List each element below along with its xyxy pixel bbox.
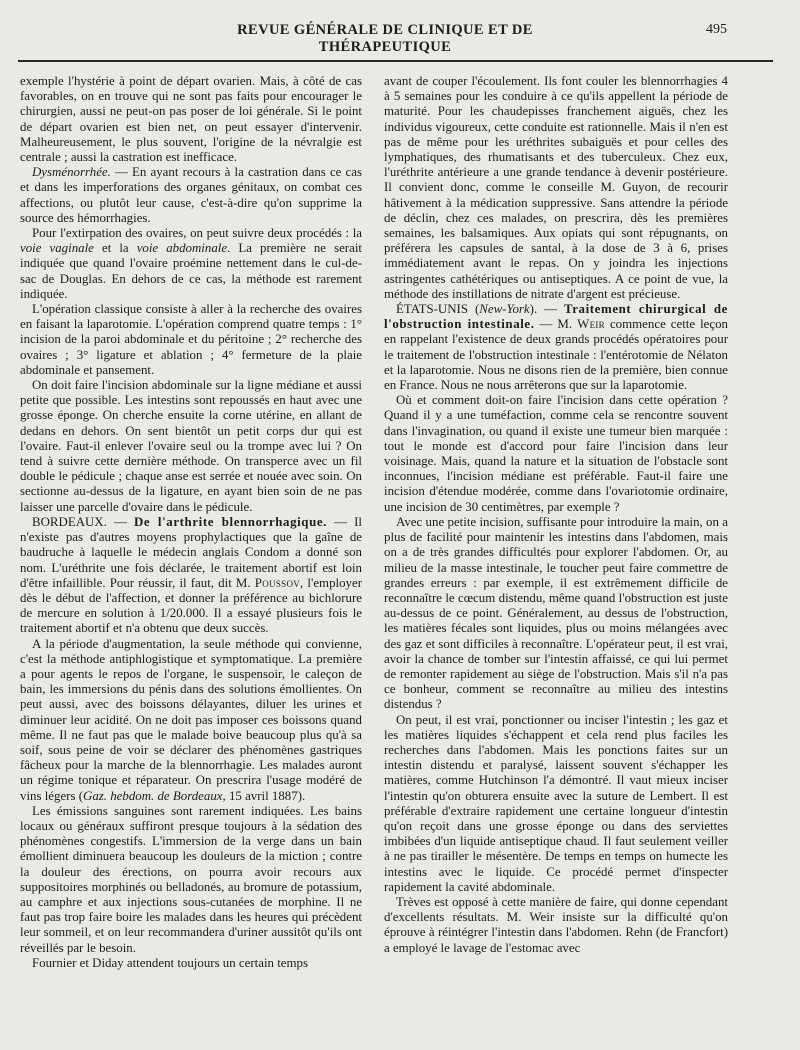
paragraph <box>384 302 728 393</box>
paragraph-text: A la période d'augmentation, la seule méthode qui convienne, c'est la méthode antiphlogistique et symptomatique. La première a pour agents le repos de l'organe, le suspensoir, le caleçon de bain, les immersions du pénis dans des solutions émollientes. On peut aussi, avec des boissons délayantes, diluer les urines et diminuer leur acidité. On ne doit pas imposer ces boissons quand même. Il ne faut pas que le malade boive beaucoup plus qu'à sa soif, sous peine de voir se déclarer des phénomènes gastriques fâcheux pour la marche de la blennorrhagie. Les malades auront un régime tonique et réparateur. On prescrira l'usage modéré de vins légers ( <box>20 636 362 803</box>
article-title: De l'arthrite blennorrhagique. <box>133 514 327 529</box>
paragraph-text: Pour l'extirpation des ovaires, on peut suivre deux procédés : la <box>32 226 362 241</box>
paragraph <box>20 515 362 637</box>
left-column <box>20 74 362 1034</box>
paragraph <box>20 226 362 302</box>
header-rule <box>18 60 773 62</box>
paragraph-text: , l'employer dès le début de l'affection, et donner la préférence au bichlorure de mercure en solution à 1/20.000. Il a essayé plusieurs fois le traitement abortif et n'a obtenu que deux succès. <box>20 575 362 636</box>
page-header <box>0 22 800 55</box>
paragraph-text: . La première ne serait indiquée que quand l'ovaire proémine nettement dans le cul-de-sac de Douglas. En dehors de ce cas, la méthode est rarement indiquée. <box>20 241 362 301</box>
paragraph: Trèves est opposé à cette manière de faire, qui donne cependant d'excellents résultats. M. Weir insiste sur la difficulté qu'on éprouve à réintégrer l'intestin dans l'abdomen. Rehn (de Francfort) a employé le lavage de l'estomac avec <box>384 894 728 955</box>
running-title: REVUE GÉNÉRALE DE CLINIQUE ET DE THÉRAPEUTIQUE <box>237 22 533 55</box>
paragraph: exemple l'hystérie à point de départ ovarien. Mais, à côté de cas favorables, on en trouve qui ne sont pas faits pour encourager le chirurgien, aussi ne peut-on pas poser de loi générale. Si le point de départ ovarien est bien net, on peut essayer d'intervenir. Malheureusement, le plus souvent, l'origine de la névralgie est centrale ; aussi la castration est inefficace. <box>20 74 362 165</box>
emphasis-term: voie vaginale <box>20 241 94 256</box>
right-column <box>384 74 728 1034</box>
paragraph-text: , 15 avril 1887). <box>222 788 306 803</box>
author-name: Poussov <box>254 575 301 590</box>
paragraph-text: commence cette leçon en rappelant l'existence de deux grands procédés opératoires pour le traitement de l'obstruction intestinale : l'entérotomie de Nélaton et la laparotomie. Nous ne disons rien de la première, bien connue en France. Nous ne nous arrêterons que sur la laparotomie. <box>384 317 728 393</box>
page-number: 495 <box>706 22 727 37</box>
section-lead: Dysménorrhée. <box>32 165 111 180</box>
paragraph: Les émissions sanguines sont rarement indiquées. Les bains locaux ou généraux suffiront presque toujours à la sédation des phénomènes congestifs. L'immersion de la verge dans un bain émollient diminuera beaucoup les douleurs de la miction ; contre la douleur des érections, on pourra avoir recours aux suppositoires morphinés ou belladonés, au bromure de potassium, au camphre et aux injections sous-cutanées de morphine. Il ne faut pas trop faire boire les malades dans les heures qui précèdent leur sommeil, et on leur recommandera d'uriner aussitôt qu'ils ont réveillés par le besoin. <box>20 803 362 955</box>
article-city: New-York <box>479 302 530 317</box>
paragraph <box>20 637 362 804</box>
article-place: BORDEAUX. <box>32 514 107 529</box>
author-name: Weir <box>577 317 605 332</box>
paragraph: Fournier et Diday attendent toujours un certain temps <box>32 955 309 970</box>
paragraph: Avec une petite incision, suffisante pour introduire la main, on a plus de facilité pour maintenir les intestins dans l'abdomen, mais on a de très grandes difficultés pour explorer l'abdomen. Or, au milieu de la masse intestinale, le toucher peut faire commettre de grandes erreurs : par exemple, il est extrêmement difficile de reconnaître le cœcum distendu, même quand l'obstruction est juste au-dessus de ce point. Généralement, au dessus de l'obstruction, les matières fécales sont liquides, plus ou moins mélangées avec des gaz et sont difficiles à reconnaître. L'opérateur peut, il est vrai, avoir la chance de tomber sur l'intestin affaissé, ce qui lui permet de remonter rapidement au siège de l'obstruction. Mais s'il n'a pas ce bonheur, comment se reconnaître au milieu des intestins distendus ? <box>384 514 728 712</box>
paragraph: On doit faire l'incision abdominale sur la ligne médiane et aussi petite que possible. Les intestins sont repoussés en haut avec une grosse éponge. On cherche ensuite la corne utérine, en allant de dedans en dehors. On sent bientôt un petit corps dur qui est l'ovaire. Faut-il enlever l'ovaire seul ou la trompe avec lui ? On tend à suivre cette dernière méthode. On transperce avec un fil double le pédicule ; chaque anse est serrée et nouée avec soin. On sectionne au-dessus de la ligature, en ayant bien soin de ne pas laisser une parcelle d'ovaire dans le pédicule. <box>20 378 362 514</box>
paragraph: On peut, il est vrai, ponctionner ou inciser l'intestin ; les gaz et les matières liquides s'échappent et cela rend plus faciles les recherches dans l'abdomen. Mais les ponctions faites sur un intestin distendu et paralysé, laissent souvent s'échapper les matières, comme Hutchinson l'a démontré. Il vaut mieux inciser l'intestin qu'on obturera ensuite avec la suture de Lembert. Il est préférable d'extraire rapidement une certaine longueur d'intestin qu'on reçoit dans une grosse éponge ou dans des serviettes imbibées d'un liquide antiseptique chaud. Il faut seulement veiller à ne pas tirailler le mésentère. De temps en temps on humecte les intestins avec le liquide. Ce procédé permet d'inspecter rapidement la cavité abdominale. <box>384 712 728 894</box>
article-dash: — <box>106 514 134 529</box>
article-place: ÉTATS-UNIS ( <box>396 302 480 317</box>
citation-source: Gaz. hebdom. de Bordeaux <box>83 788 223 803</box>
paragraph: L'opération classique consiste à aller à la recherche des ovaires en faisant la laparotomie. L'opération comprend quatre temps : 1° incision de la paroi abdominale et du péritoine ; 2° recherche des ovaires ; 3° ligature et ablation ; 4° fermeture de la plaie abdominale et pansement. <box>20 302 362 377</box>
paragraph-text: — M. <box>534 317 578 332</box>
paragraph: Où et comment doit-on faire l'incision dans cette opération ? Quand il y a une tuméfaction, comme cela se rencontre souvent dans l'invagination, ou quand il existe une tumeur bien marquée : tout le monde est d'accord pour faire l'incision dans leur voisinage. Mais, quand la nature et la situation de l'obstacle sont inconnues, l'incision médiane est préférable. Faut-il faire une incision d'étendue modérée, comme dans l'ovariotomie ordinaire, une incision de 30 centimètres, par exemple ? <box>384 393 728 514</box>
paragraph-text: et la <box>93 241 137 256</box>
paragraph-text: — Il n'existe pas d'autres moyens prophylactiques que la gaîne de baudruche à laquelle le médecin anglais Condom a donné son nom. L'uréthrite une fois déclarée, le traitement abortif est loin d'être infaillible. Pour réussir, il faut, dit M. <box>20 514 362 590</box>
paragraph: avant de couper l'écoulement. Ils font couler les blennorrhagies 4 à 5 semaines pour les conduire à ce qu'ils appellent la période de maturité. Pour les chaudepisses franchement aiguës, chez les individus vigoureux, cette conduite est rationnelle. Mais il n'en est pas de même pour les uréthrites subaiguës et pour celles des lymphatiques, des rhumatisants et des tuberculeux. Chez eux, l'uréthrite antérieure a une grande tendance à devenir postérieure. Il convient donc, comme le conseille M. Guyon, de recourir hâtivement à la médication suppressive. Sans attendre la période de déclin, chez ces malades, on prescrira, dès les premières semaines, les balsamiques. Aux opiats qui sont répugnants, on préférera les capsules de santal, à la dose de 3 à 6, prises immédiatement avant le repas. On y joindra les injections astringentes cathétériques ou antiseptiques. A ce point de vue, la méthode des instillations de nitrate d'argent est précieuse. <box>384 74 728 301</box>
paragraph-text: — En ayant recours à la castration dans ce cas et dans les imperforations des organes génitaux, on combat ces affections, ou plutôt leur cause, c'est-à-dire qu'on supprime la source des hémorrhagies. <box>20 165 362 225</box>
article-title: Traitement chirurgical de l'obstruction intestinale. <box>384 302 728 332</box>
paragraph <box>20 165 362 226</box>
emphasis-term: voie abdominale <box>136 241 228 256</box>
article-dash: — <box>537 302 564 317</box>
article-place-end: ). <box>529 302 538 317</box>
